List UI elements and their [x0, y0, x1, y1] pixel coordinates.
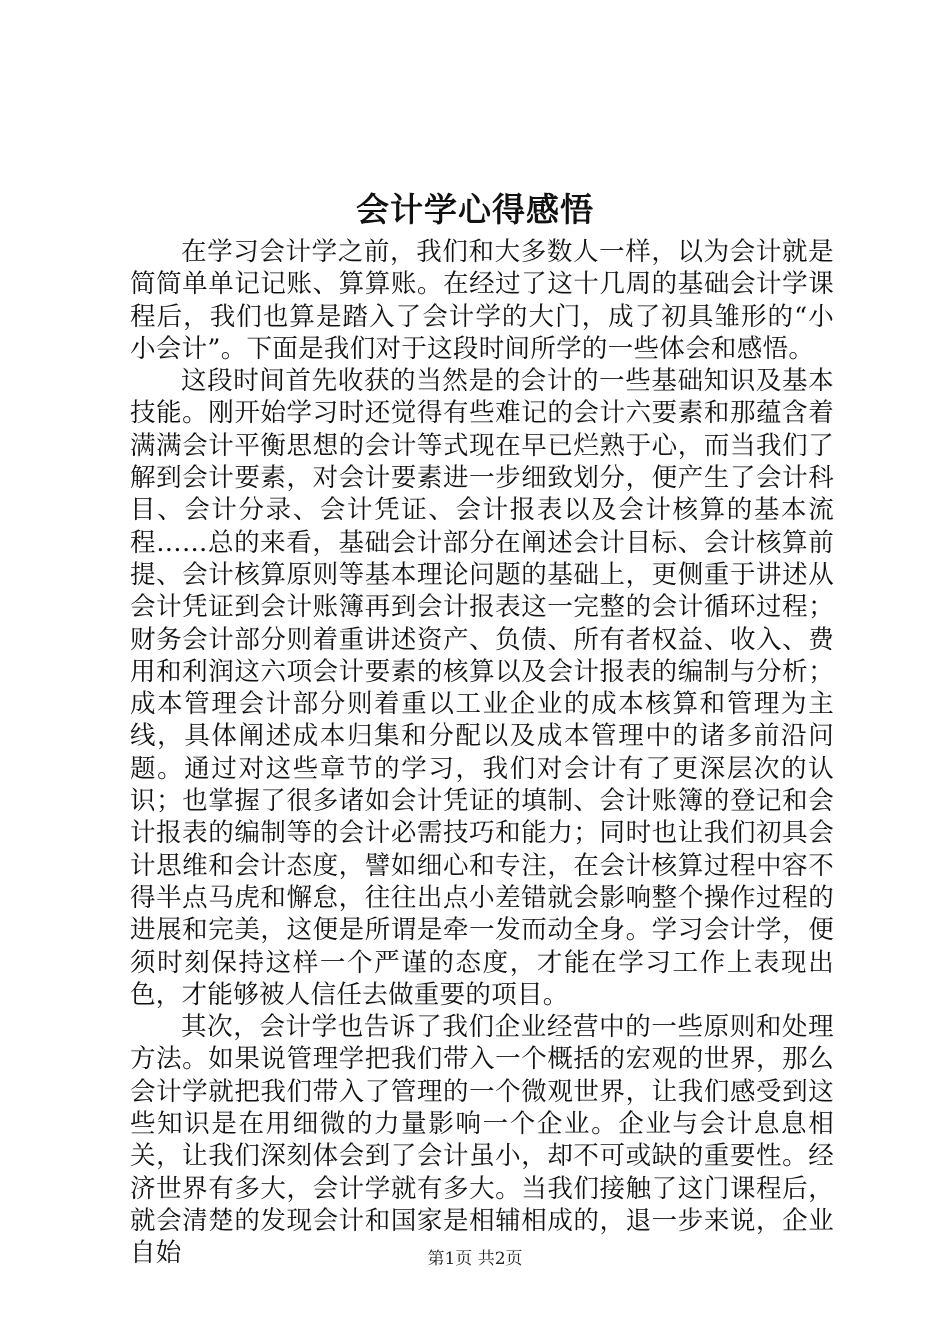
page-footer: 第1页 共2页	[427, 1249, 523, 1269]
document-body	[130, 236, 834, 1270]
document-title: 会计学心得感悟	[356, 190, 594, 229]
paragraph-3: 其次，会计学也告诉了我们企业经营中的一些原则和处理方法。如果说管理学把我们带入一个概括的宏观的世界，那么会计学就把我们带入了管理的一个微观世界，让我们感受到这些知识是在用细微的力量影响一个企业。企业与会计息息相关，让我们深刻体会到了会计虽小，却不可或缺的重要性。经济世界有多大，会计学就有多大。当我们接触了这门课程后，就会清楚的发现会计和国家是相辅相成的，退一步来说，企业自始	[130, 1012, 834, 1269]
paragraph-2: 这段时间首先收获的当然是的会计的一些基础知识及基本技能。刚开始学习时还觉得有些难记的会计六要素和那蕴含着满满会计平衡思想的会计等式现在早已烂熟于心，而当我们了解到会计要素，对会计要素进一步细致划分，便产生了会计科目、会计分录、会计凭证、会计报表以及会计核算的基本流程……总的来看，基础会计部分在阐述会计目标、会计核算前提、会计核算原则等基本理论问题的基础上，更侧重于讲述从会计凭证到会计账簿再到会计报表这一完整的会计循环过程；财务会计部分则着重讲述资产、负债、所有者权益、收入、费用和利润这六项会计要素的核算以及会计报表的编制与分析；成本管理会计部分则着重以工业企业的成本核算和管理为主线，具体阐述成本归集和分配以及成本管理中的诸多前沿问题。通过对这些章节的学习，我们对会计有了更深层次的认识；也掌握了很多诸如会计凭证的填制、会计账簿的登记和会计报表的编制等的会计必需技巧和能力；同时也让我们初具会计思维和会计态度，譬如细心和专注，在会计核算过程中容不得半点马虎和懈怠，往往出点小差错就会影响整个操作过程的进展和完美，这便是所谓是牵一发而动全身。学习会计学，便须时刻保持这样一个严谨的态度，才能在学习工作上表现出色，才能够被人信任去做重要的项目。	[130, 366, 834, 1010]
paragraph-1: 在学习会计学之前，我们和大多数人一样，以为会计就是简简单单记记账、算算账。在经过了这十几周的基础会计学课程后，我们也算是踏入了会计学的大门，成了初具雏形的“小小会计”。下面是我们对于这段时间所学的一些体会和感悟。	[130, 237, 834, 364]
